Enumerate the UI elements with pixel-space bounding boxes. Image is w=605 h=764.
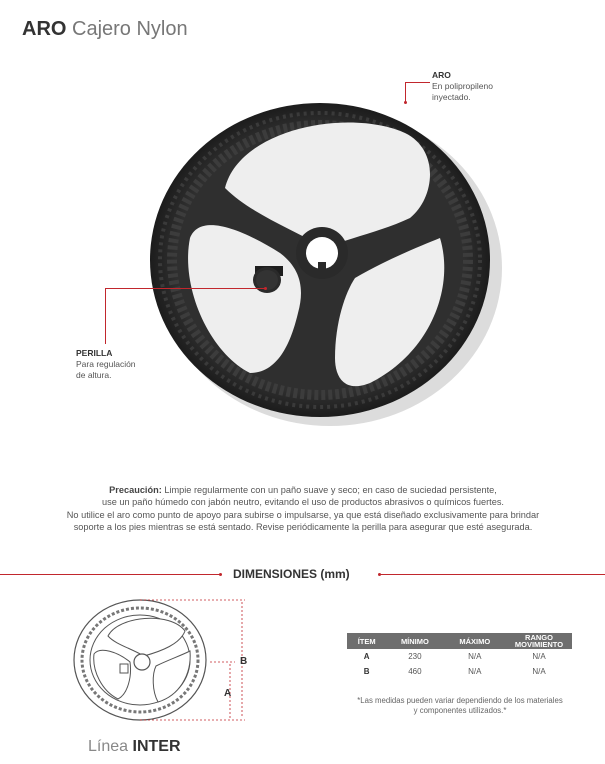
perilla-callout-line2: de altura.	[76, 370, 112, 380]
dimensions-rule-left-dot	[219, 573, 222, 576]
precaution-label: Precaución:	[109, 485, 162, 495]
dimensions-note	[352, 696, 568, 716]
precaution-text	[48, 484, 558, 534]
aro-callout-line2: inyectado.	[432, 92, 471, 102]
row-b-min: 460	[408, 667, 422, 676]
row-b-range: N/A	[532, 667, 546, 676]
note-line2: y componentes utilizados.*	[413, 706, 507, 715]
precaution-line4: soporte a los pies mientras se está sentado. Revise periódicamente la perilla para asegurar que esté asegurada.	[73, 522, 533, 533]
dimensions-title: DIMENSIONES (mm)	[233, 567, 350, 581]
perilla-callout-dot	[264, 287, 267, 290]
perilla-callout-line1: Para regulación	[76, 359, 136, 369]
table-row	[347, 664, 572, 679]
header-item: ÍTEM	[347, 633, 386, 649]
dimensions-table-header	[347, 633, 572, 649]
dimensions-table	[347, 633, 572, 679]
perilla-callout	[76, 348, 136, 381]
product-line	[88, 738, 181, 756]
product-line-name: INTER	[132, 738, 181, 755]
header-min: MÍNIMO	[386, 633, 443, 649]
row-a-min: 230	[408, 652, 422, 661]
aro-callout-line1: En polipropileno	[432, 81, 493, 91]
title-subtitle: Cajero Nylon	[72, 18, 188, 40]
row-a-max: N/A	[468, 652, 482, 661]
page-title	[22, 18, 188, 41]
wheel-illustration	[140, 88, 510, 428]
note-line1: *Las medidas pueden variar dependiendo de los materiales	[357, 696, 563, 705]
table-row	[347, 649, 572, 664]
header-range: RANGO MOVIMIENTO	[506, 633, 572, 649]
row-b-max: N/A	[468, 667, 482, 676]
dimension-label-a: A	[224, 688, 232, 699]
perilla-callout-title: PERILLA	[76, 348, 113, 358]
dimensions-rule-left	[0, 574, 220, 575]
aro-callout-dot	[404, 101, 407, 104]
precaution-line3: No utilice el aro como punto de apoyo para subirse o impulsarse, ya que está diseñado exclusivamente para brindar	[66, 509, 540, 520]
header-max: MÁXIMO	[444, 633, 506, 649]
dimensions-rule-right	[380, 574, 605, 575]
precaution-line2: use un paño húmedo con jabón neutro, evitando el uso de productos abrasivos o químicos fuertes.	[102, 497, 504, 508]
precaution-line1: Limpie regularmente con un paño suave y seco; en caso de suciedad persistente,	[164, 485, 497, 495]
aro-callout-line-v	[405, 82, 430, 83]
product-line-prefix: Línea	[88, 738, 129, 755]
perilla-callout-line-v	[105, 288, 106, 344]
title-brand: ARO	[22, 18, 67, 40]
aro-callout	[432, 70, 493, 103]
perilla-callout-line-h	[105, 288, 265, 289]
aro-callout-line-h	[405, 82, 406, 102]
row-b-item: B	[363, 667, 370, 676]
row-a-item: A	[363, 652, 370, 661]
dimension-label-b: B	[240, 656, 248, 667]
aro-callout-title: ARO	[432, 70, 451, 80]
row-a-range: N/A	[532, 652, 546, 661]
